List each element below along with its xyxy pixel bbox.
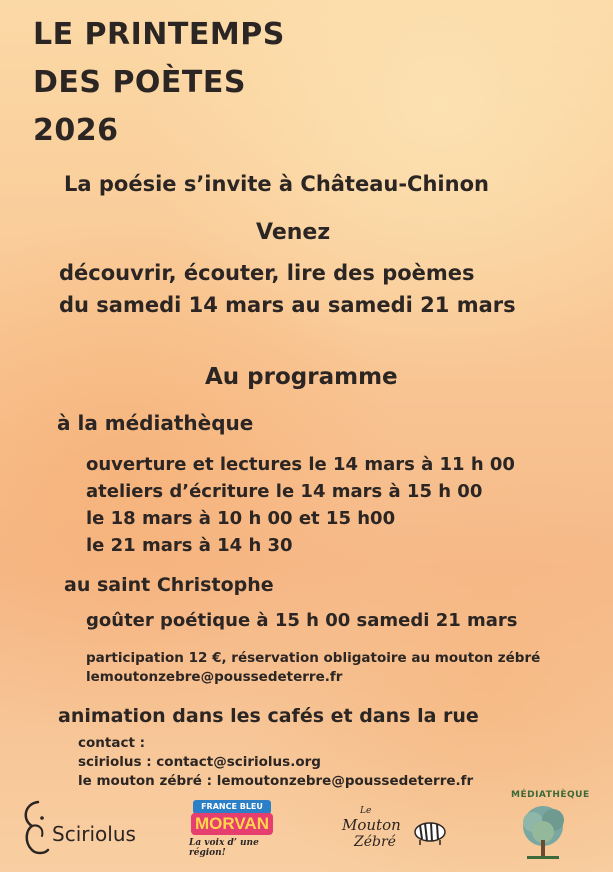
contact-mouton: le mouton zébré : lemoutonzebre@poussedeterre.fr: [78, 773, 474, 789]
program-heading: Au programme: [205, 364, 398, 390]
radio-morvan-logo: [183, 800, 283, 858]
mouton-logo-le: Le: [360, 806, 372, 816]
saint-christophe-label: au saint Christophe: [64, 574, 274, 596]
mouton-zebre-logo: [340, 806, 450, 860]
radio-logo-top: FRANCE BLEU: [193, 800, 271, 814]
mouton-logo-line1: Mouton: [342, 816, 401, 834]
invitation-line-2: du samedi 14 mars au samedi 21 mars: [59, 293, 516, 317]
title-line-1: LE PRINTEMPS: [33, 17, 285, 52]
subtitle: La poésie s’invite à Château-Chinon: [64, 172, 489, 196]
mediatheque-item-3: le 18 mars à 10 h 00 et 15 h00: [86, 508, 396, 529]
title-line-2: DES POÈTES: [33, 65, 246, 100]
sciriolus-logo: [18, 796, 138, 860]
invitation-line-1: découvrir, écouter, lire des poèmes: [59, 261, 475, 285]
mediatheque-item-1: ouverture et lectures le 14 mars à 11 h 00: [86, 454, 515, 475]
tree-icon: [513, 802, 573, 862]
mouton-logo-line2: Zébré: [354, 834, 396, 850]
contact-label: contact :: [78, 735, 146, 751]
saint-christophe-event: goûter poétique à 15 h 00 samedi 21 mars: [86, 610, 518, 631]
mediatheque-logo: [505, 790, 590, 864]
mediatheque-item-4: le 21 mars à 14 h 30: [86, 535, 293, 556]
title-year: 2026: [33, 113, 119, 148]
mediatheque-label: à la médiathèque: [57, 411, 254, 435]
mediatheque-item-2: ateliers d’écriture le 14 mars à 15 h 00: [86, 481, 483, 502]
animation-line: animation dans les cafés et dans la rue: [58, 705, 479, 727]
sciriolus-logo-text: Sciriolus: [52, 822, 136, 846]
participation-text: participation 12 €, réservation obligatoire au mouton zébré: [86, 650, 541, 666]
radio-logo-name: MORVAN: [191, 813, 273, 835]
mediatheque-logo-text: MÉDIATHÈQUE: [511, 790, 590, 800]
zebra-sheep-icon: [412, 820, 448, 846]
reservation-email: lemoutonzebre@poussedeterre.fr: [86, 669, 343, 685]
radio-logo-tagline: La voix d’ une région!: [189, 838, 259, 858]
venez-heading: Venez: [256, 220, 331, 245]
contact-sciriolus: sciriolus : contact@sciriolus.org: [78, 754, 321, 770]
